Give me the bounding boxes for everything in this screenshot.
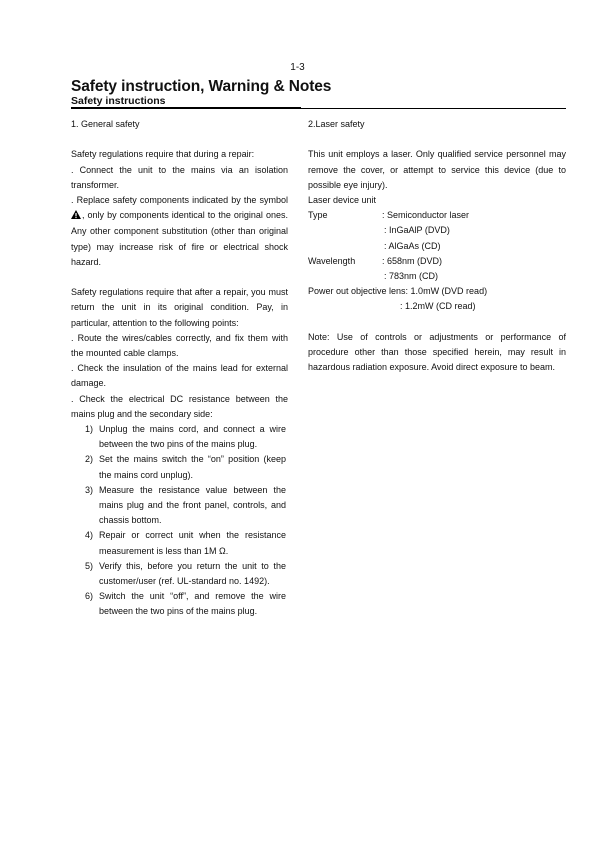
page-title: Safety instruction, Warning & Notes xyxy=(71,78,332,95)
repair-components-post: , only by components identical to the original ones. Any other component substitution (other than original type) may increase risk of fire or electrical shock hazard. xyxy=(71,210,288,267)
spec-label-empty xyxy=(308,239,384,254)
spacer xyxy=(308,132,566,147)
page-number: 1-3 xyxy=(290,62,305,73)
spacer xyxy=(71,270,288,285)
laser-device-label: Laser device unit xyxy=(308,194,377,205)
step-text: Verify this, before you return the unit to the customer/user (ref. UL-standard no. 1492). xyxy=(99,560,286,587)
laser-safety-heading: 2.Laser safety xyxy=(308,119,365,129)
repair-components-text xyxy=(71,193,288,270)
step-text: Switch the unit “off”, and remove the wire between the two pins of the mains plug. xyxy=(99,591,286,617)
spacer xyxy=(308,315,566,330)
list-item xyxy=(71,589,288,619)
spec-row xyxy=(308,239,566,254)
step-number: 5) xyxy=(84,560,93,571)
step-number: 3) xyxy=(84,484,93,495)
repair-isolation-text: . Connect the unit to the mains via an isolation transformer. xyxy=(71,164,288,190)
spacer xyxy=(71,132,288,147)
list-item xyxy=(71,559,288,589)
repair-components-pre: . Replace safety components indicated by the symbol xyxy=(71,194,288,205)
spec-row xyxy=(308,254,566,269)
spec-value: : 658nm (DVD) xyxy=(382,255,443,266)
after-repair-insulation: . Check the insulation of the mains lead for external damage. xyxy=(71,363,288,389)
step-text: Measure the resistance value between the mains plug and the front panel, controls, and chassis bottom. xyxy=(99,484,286,526)
spec-row xyxy=(308,269,566,284)
step-number: 4) xyxy=(84,530,93,541)
title-rule-thin xyxy=(301,108,566,109)
spec-value: : 783nm (CD) xyxy=(384,270,439,281)
spec-row xyxy=(308,223,566,238)
after-repair-resistance: . Check the electrical DC resistance between the mains plug and the secondary side: xyxy=(71,393,288,419)
step-text: Unplug the mains cord, and connect a wire between the two pins of the mains plug. xyxy=(99,424,286,450)
step-text: Repair or correct unit when the resistance measurement is less than 1M Ω. xyxy=(99,530,286,556)
after-repair-intro: Safety regulations require that after a repair, you must return the unit in its original condition. Pay, in particular, attention to the following points: xyxy=(71,287,288,328)
spec-label-empty xyxy=(308,269,384,284)
general-safety-column xyxy=(71,117,288,620)
warning-triangle-icon xyxy=(71,209,81,224)
repair-intro: Safety regulations require that during a repair: xyxy=(71,149,255,160)
spec-label-type: Type xyxy=(308,210,328,221)
list-item xyxy=(71,483,288,529)
laser-intro: This unit employs a laser. Only qualified service personnel may remove the cover, or attempt to service this device (due to possible eye injury). xyxy=(308,149,566,190)
list-item xyxy=(71,528,288,558)
power-output-line: Power out objective lens: 1.0mW (DVD read) xyxy=(308,286,488,297)
title-rule-thick xyxy=(71,107,301,109)
step-number: 6) xyxy=(84,591,93,602)
laser-safety-column xyxy=(308,117,566,375)
spec-value: : InGaAlP (DVD) xyxy=(384,225,450,236)
step-text: Set the mains switch the “on” position (keep the mains cord unplug). xyxy=(99,454,286,480)
general-safety-heading: 1. General safety xyxy=(71,119,140,129)
list-item xyxy=(71,452,288,482)
step-number: 2) xyxy=(84,454,93,465)
list-item xyxy=(71,422,288,452)
step-number: 1) xyxy=(84,424,93,435)
section-subtitle: Safety instructions xyxy=(71,95,166,107)
after-repair-cables: . Route the wires/cables correctly, and fix them with the mounted cable clamps. xyxy=(71,332,288,358)
spec-row xyxy=(308,208,566,223)
laser-note: Note: Use of controls or adjustments or performance of procedure other than those specified herein, may result in hazardous radiation exposure. Avoid direct exposure to beam. xyxy=(308,331,566,373)
spec-label-wavelength: Wavelength xyxy=(308,255,356,266)
spec-label-empty xyxy=(308,223,384,238)
spec-value: : AlGaAs (CD) xyxy=(384,240,441,251)
power-output-continuation: : 1.2mW (CD read) xyxy=(400,301,476,312)
spec-value: : Semiconductor laser xyxy=(382,210,470,221)
